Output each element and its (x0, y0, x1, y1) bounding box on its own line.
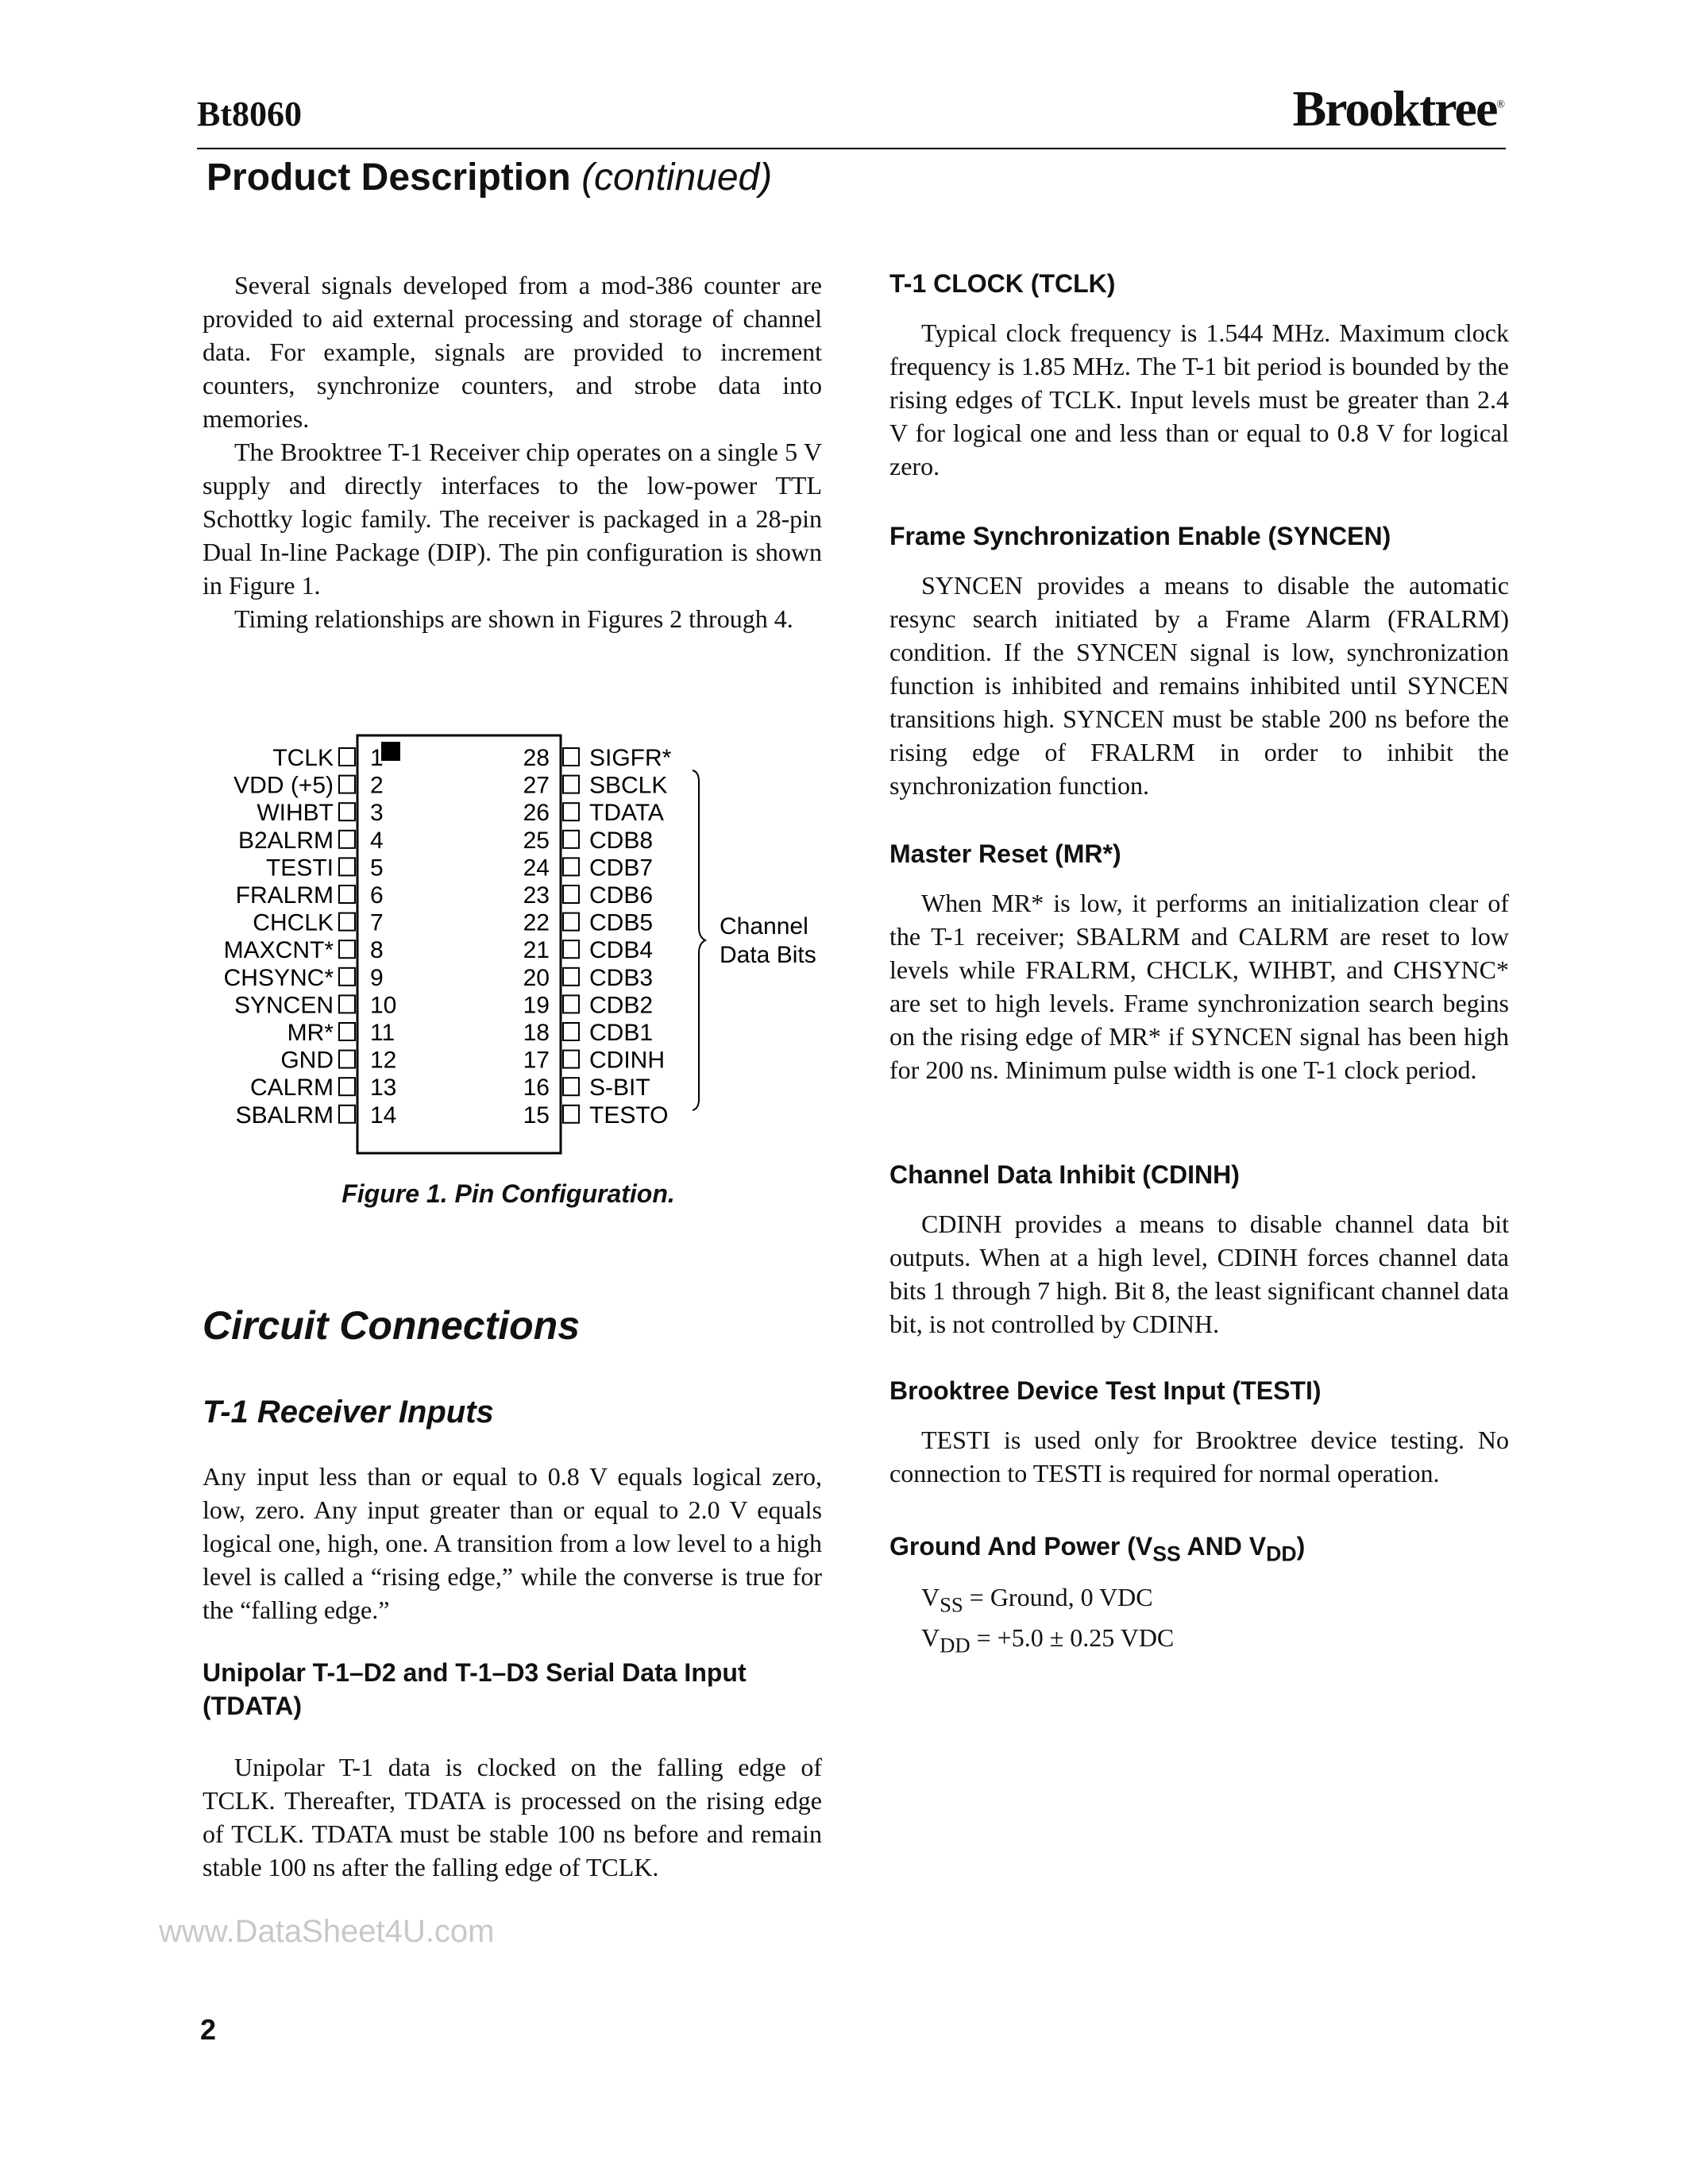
pin-lead (339, 831, 355, 848)
power-values (921, 1580, 1541, 1662)
pin-lead (563, 1106, 579, 1123)
group-label-line2: Data Bits (720, 942, 816, 968)
pin-name: CDINH (589, 1047, 665, 1074)
pin-lead (339, 886, 355, 903)
paragraph: SYNCEN provides a means to disable the automatic resync search initiated by a Frame Alarm (FRALRM) condition. If the SYNCEN signal is low, synchronization function is inhibited and remains inhibited until SYNCEN transitions high. SYNCEN must be stable 200 ns before the rising edge of FRALRM in order to inhibit the synchronization function. (889, 571, 1509, 800)
pin-lead (339, 748, 355, 766)
syncen-heading: Frame Synchronization Enable (SYNCEN) (889, 522, 1391, 550)
pin-number: 15 (523, 1102, 550, 1129)
pin-lead (339, 1023, 355, 1040)
pin-name: CDB2 (589, 992, 654, 1019)
pin-lead (339, 803, 355, 820)
paragraph: Any input less than or equal to 0.8 V equals logical zero, low, zero. Any input greater than or equal to 2.0 V equals logical one, high, one. A transition from a low level to a high level is called a “rising edge,” while the converse is true for the “falling edge.” (203, 1462, 822, 1624)
pin-row-left (233, 773, 384, 799)
figure-caption: Figure 1. Pin Configuration. (342, 1179, 675, 1208)
section-title (206, 156, 772, 199)
pin-name: MAXCNT* (223, 937, 334, 964)
pin-lead (339, 858, 355, 875)
pin-row-left (257, 800, 383, 826)
pin-name: TCLK (272, 745, 334, 771)
pin-row-right (523, 800, 664, 826)
testi-heading: Brooktree Device Test Input (TESTI) (889, 1376, 1322, 1405)
paragraph: Timing relationships are shown in Figures 2 through 4. (234, 604, 793, 633)
section-title-suffix: (continued) (581, 156, 773, 199)
power-heading: Ground And Power ($V_{SS}$ AND $V_{DD}$) (889, 1532, 1306, 1566)
pin-name: FRALRM (235, 882, 334, 909)
pin-number: 2 (370, 772, 384, 799)
pin-lead (339, 940, 355, 958)
testi-text (889, 1423, 1509, 1490)
pin-name: SIGFR* (589, 745, 672, 771)
pin-number: 8 (370, 937, 384, 964)
cdinh-text (889, 1207, 1509, 1341)
pin-number: 5 (370, 855, 384, 882)
pin-row-left (236, 1102, 397, 1129)
pin-number: 24 (523, 855, 550, 882)
pin-row-right (523, 828, 653, 854)
pin-lead (563, 831, 579, 848)
group-label-line1: Channel (720, 913, 808, 940)
pin-name: S-BIT (589, 1075, 650, 1102)
pin-lead (339, 1051, 355, 1068)
pin-row-right (523, 773, 668, 799)
pin-number: 1 (370, 745, 384, 771)
pin-lead (339, 1078, 355, 1095)
pin-row-right (523, 992, 653, 1018)
pin-row-left (280, 1048, 396, 1074)
mr-heading: Master Reset (MR*) (889, 839, 1121, 868)
circuit-heading: Circuit Connections (203, 1303, 581, 1348)
channel-bracket (693, 770, 705, 1110)
datasheet-model: Bt8060 (197, 95, 302, 133)
pin-number: 26 (523, 800, 550, 827)
pin-name: TESTO (589, 1102, 669, 1129)
pin-row-left (250, 1075, 396, 1101)
pin-number: 14 (370, 1102, 397, 1129)
pin-name: SBALRM (235, 1102, 334, 1129)
pin-name: CDB5 (589, 909, 654, 936)
cdinh-heading: Channel Data Inhibit (CDINH) (889, 1160, 1240, 1189)
section-title-main: Product Description (206, 156, 571, 199)
pin-number: 20 (523, 964, 550, 991)
unipolar-text (203, 1750, 822, 1884)
pin-lead (339, 1106, 355, 1123)
inputs-heading: T-1 Receiver Inputs (203, 1395, 494, 1430)
pin-lead (563, 940, 579, 958)
header-rule (197, 148, 1506, 149)
pin-name: CDB1 (589, 1020, 654, 1046)
paragraph: CDINH provides a means to disable channel data bit outputs. When at a high level, CDINH forces channel data bits 1 through 7 high. Bit 8, the least significant channel data bit, is not controlled by CDINH. (889, 1210, 1509, 1338)
pin-row-left (253, 910, 383, 936)
pin-name: VDD (+5) (233, 772, 334, 799)
pin-row-right (523, 1102, 669, 1129)
pin-lead (563, 803, 579, 820)
pin-name: GND (280, 1047, 334, 1074)
pin-lead (563, 1051, 579, 1068)
unipolar-heading: Unipolar T-1–D2 and T-1–D3 Serial Data Input (TDATA) (203, 1658, 747, 1720)
paragraph: The Brooktree T-1 Receiver chip operates on a single 5 V supply and directly interfaces to the low-power TTL Schottky logic family. The receiver is packaged in a 28-pin Dual In-line Package (DIP). The pin configuration is shown in Figure 1. (203, 438, 822, 600)
pin-number: 21 (523, 937, 550, 964)
pin-name: CDB8 (589, 827, 654, 854)
paragraph: Typical clock frequency is 1.544 MHz. Maximum clock frequency is 1.85 MHz. The T-1 bit period is bounded by the rising edges of TCLK. Input levels must be greater than 2.4 V for logical one and less than or equal to 0.8 V for logical zero. (889, 318, 1509, 480)
pin-lead (339, 776, 355, 793)
pin-lead (563, 913, 579, 931)
pin-row-right (523, 882, 653, 909)
pin-row-right (523, 937, 653, 963)
pin-lead (563, 995, 579, 1013)
pin-number: 23 (523, 882, 550, 909)
brand-name: Brooktree (1292, 80, 1497, 137)
pin-name: TDATA (589, 800, 664, 827)
pin-row-left (266, 855, 384, 881)
pin-number: 19 (523, 992, 550, 1019)
tclk-text (889, 316, 1509, 483)
pin-row-right (523, 855, 653, 881)
pin-lead (563, 1023, 579, 1040)
pin-number: 25 (523, 827, 550, 854)
pin-number: 6 (370, 882, 384, 909)
pin-number: 9 (370, 964, 384, 991)
pin-lead (339, 968, 355, 986)
pin-name: CHSYNC* (223, 964, 334, 991)
pin-number: 28 (523, 745, 550, 771)
intro-text (203, 268, 822, 635)
pin-number: 18 (523, 1020, 550, 1046)
pin-name: CHCLK (253, 909, 334, 936)
syncen-text (889, 569, 1509, 802)
pin-number: 4 (370, 827, 384, 854)
pin-row-right (523, 1075, 650, 1101)
pin-configuration-diagram (183, 731, 834, 1160)
pin-name: TESTI (265, 855, 334, 882)
pin-row-right (523, 745, 672, 771)
pin-number: 7 (370, 909, 384, 936)
vss-line: $V_{SS}$ = Ground, 0 VDC (921, 1583, 1153, 1617)
pin-lead (563, 776, 579, 793)
page-number: 2 (200, 2013, 217, 2046)
pin-name: B2ALRM (237, 827, 334, 854)
pin1-marker (381, 742, 400, 761)
pin-name: CDB6 (589, 882, 654, 909)
pin-lead (563, 886, 579, 903)
pin-number: 22 (523, 909, 550, 936)
pin-name: SYNCEN (233, 992, 334, 1019)
pin-number: 12 (370, 1047, 397, 1074)
pin-name: CDB4 (589, 937, 654, 964)
pin-row-right (523, 965, 653, 991)
pin-row-left (272, 745, 383, 771)
pin-row-left (224, 937, 384, 963)
pin-name: MR* (287, 1020, 334, 1046)
pin-lead (339, 913, 355, 931)
pin-lead (563, 1078, 579, 1095)
pin-lead (563, 968, 579, 986)
registered-mark: ® (1496, 98, 1503, 111)
vdd-line: $V_{DD} = +5.0 \pm 0.25$ VDC (921, 1623, 1175, 1657)
pin-row-right (523, 1048, 665, 1074)
pin-row-left (224, 965, 384, 991)
pin-name: CDB7 (589, 855, 654, 882)
pin-number: 27 (523, 772, 550, 799)
watermark: www.DataSheet4U.com (159, 1914, 495, 1949)
pin-name: SBCLK (589, 772, 668, 799)
pin-row-left (287, 1020, 396, 1046)
pin-row-left (236, 882, 384, 909)
inputs-text (203, 1460, 822, 1626)
pin-name: CDB3 (589, 964, 654, 991)
pin-row-left (238, 828, 384, 854)
pin-row-left (234, 992, 396, 1018)
pin-number: 3 (370, 800, 384, 827)
pin-lead (563, 748, 579, 766)
brand-logo (1292, 79, 1503, 138)
mr-text (889, 886, 1509, 1086)
pin-name: WIHBT (257, 800, 334, 827)
paragraph: Several signals developed from a mod-386 counter are provided to aid external processing and storage of channel data. For example, signals are provided to increment counters, synchronize counters, and strobe data into memories. (203, 271, 822, 433)
pin-number: 10 (370, 992, 397, 1019)
paragraph: Unipolar T-1 data is clocked on the falling edge of TCLK. Thereafter, TDATA is processed on the rising edge of TCLK. TDATA must be stable 100 ns before and remain stable 100 ns after the falling edge of TCLK. (203, 1753, 822, 1881)
pin-name: CALRM (249, 1075, 334, 1102)
paragraph: When MR* is low, it performs an initialization clear of the T-1 receiver; SBALRM and CALRM are reset to low levels while FRALRM, CHCLK, WIHBT, and CHSYNC* are set to high levels. Frame synchronization search begins on the rising edge of MR* if SYNCEN signal has been high for 200 ns. Minimum pulse width is one T-1 clock period. (889, 889, 1509, 1084)
pin-number: 17 (523, 1047, 550, 1074)
tclk-heading: T-1 CLOCK (TCLK) (889, 269, 1116, 298)
pin-number: 16 (523, 1075, 550, 1102)
pin-number: 13 (370, 1075, 397, 1102)
pin-lead (563, 858, 579, 875)
pin-lead (339, 995, 355, 1013)
pin-number: 11 (370, 1020, 396, 1046)
pin-row-right (523, 1020, 653, 1046)
paragraph: TESTI is used only for Brooktree device testing. No connection to TESTI is required for normal operation. (889, 1426, 1509, 1488)
pin-row-right (523, 910, 653, 936)
